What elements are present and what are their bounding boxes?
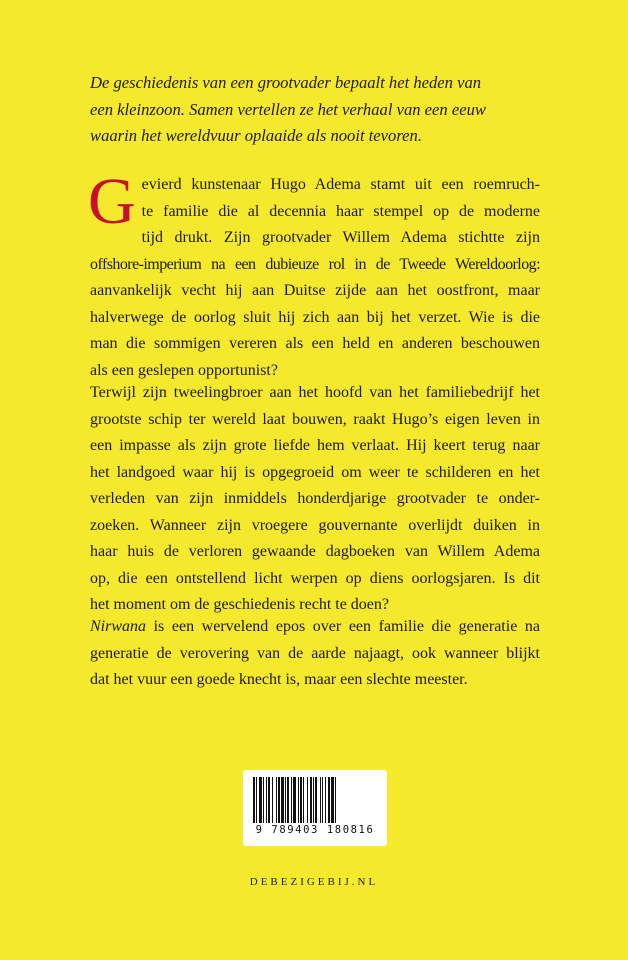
barcode-bar — [253, 777, 255, 823]
barcode-bar — [322, 777, 323, 823]
paragraph-line: tijd drukt. Zijn grootvader Willem Adema stichtte zijn — [141, 229, 540, 246]
barcode-bar — [335, 777, 336, 823]
barcode-bar — [325, 777, 326, 823]
barcode — [243, 770, 387, 846]
barcode-bar — [307, 777, 308, 823]
paragraph-line: Terwijl zijn tweelingbroer aan het hoofd van het familiebedrijf het — [90, 384, 540, 401]
isbn-number: 9 789403 180816 — [255, 824, 375, 836]
paragraph-line — [90, 614, 540, 641]
barcode-bar — [256, 777, 257, 823]
barcode-bar — [291, 777, 292, 823]
paragraph-2 — [90, 380, 540, 619]
barcode-bar — [320, 777, 321, 823]
drop-cap: G — [88, 165, 136, 238]
paragraph-line: te familie die al decennia haar stempel op de moderne — [141, 202, 540, 220]
publisher-website: DEBEZIGEBIJ.NL — [249, 876, 379, 888]
paragraph-line: een impasse als zijn grote liefde hem verlaat. Hij keert terug naar — [90, 437, 540, 454]
barcode-bar — [331, 777, 334, 823]
barcode-bar — [298, 777, 299, 823]
barcode-bar — [266, 777, 267, 823]
barcode-bar — [310, 777, 312, 823]
paragraph-line: halverwege de oorlog sluit hij zich aan bij het verzet. Wie is die — [90, 308, 540, 326]
barcode-bar — [276, 777, 277, 823]
paragraph-line: het moment om de geschiedenis recht te doen? — [90, 596, 390, 613]
paragraph-line: aanvankelijk vecht hij aan Duitse zijde aan het oostfront, maar — [90, 282, 540, 299]
paragraph-line: zoeken. Wanneer zijn vroegere gouvernante overlijdt duiken in — [90, 516, 540, 534]
barcode-bar — [285, 777, 286, 823]
barcode-bar — [328, 777, 330, 823]
barcode-bar — [293, 777, 296, 823]
paragraph-line: haar huis de verloren gewaande dagboeken van Willem Adema — [90, 543, 540, 560]
paragraph-text: is een wervelend epos over een familie die generatie na — [146, 618, 540, 635]
intro-line: een kleinzoon. Samen vertellen ze het verhaal van een eeuw — [90, 99, 486, 119]
paragraph-line: generatie de verovering van de aarde najaagt, ook wanneer blijkt — [90, 644, 540, 662]
book-title: Nirwana — [90, 618, 147, 635]
paragraph-line: als een geslepen opportunist? — [90, 361, 278, 379]
barcode-bar — [259, 777, 262, 823]
intro-line: waarin het wereldvuur oplaaide als nooit tevoren. — [90, 126, 422, 145]
paragraph-line: man die sommigen vereren als een held en anderen beschouwen — [90, 335, 540, 352]
paragraph-1 — [88, 165, 540, 384]
paragraph-line: op, die een ontstellend licht werpen op diens oorlogsjaren. Is dit — [90, 569, 540, 587]
intro-line: De geschiedenis van een grootvader bepaalt het heden van — [90, 73, 482, 92]
paragraph-line: dat het vuur een goede knecht is, maar een slechte meester. — [90, 671, 468, 688]
paragraph-line: evierd kunstenaar Hugo Adema stamt uit een roemruch- — [141, 176, 540, 193]
barcode-bars — [253, 777, 377, 823]
paragraph-line: het landgoed waar hij is opgegroeid om weer te schilderen en het — [90, 463, 540, 481]
paragraph-line: verleden van zijn inmiddels honderdjarige grootvader te onder- — [90, 490, 540, 507]
barcode-bar — [272, 777, 273, 823]
barcode-bar — [278, 777, 280, 823]
barcode-bar — [268, 777, 270, 823]
barcode-bar — [287, 777, 289, 823]
paragraph-line: grootste schip ter wereld laat bouwen, raakt Hugo’s eigen leven in — [90, 410, 540, 428]
barcode-bar — [303, 777, 304, 823]
barcode-bar — [315, 777, 317, 823]
barcode-bar — [281, 777, 284, 823]
barcode-bar — [300, 777, 302, 823]
barcode-bar — [313, 777, 314, 823]
paragraph-line: offshore-imperium na een dubieuze rol in de Tweede Wereldoorlog: — [90, 255, 540, 273]
barcode-bar — [263, 777, 264, 823]
intro-blurb — [90, 70, 540, 150]
paragraph-3 — [90, 614, 540, 694]
